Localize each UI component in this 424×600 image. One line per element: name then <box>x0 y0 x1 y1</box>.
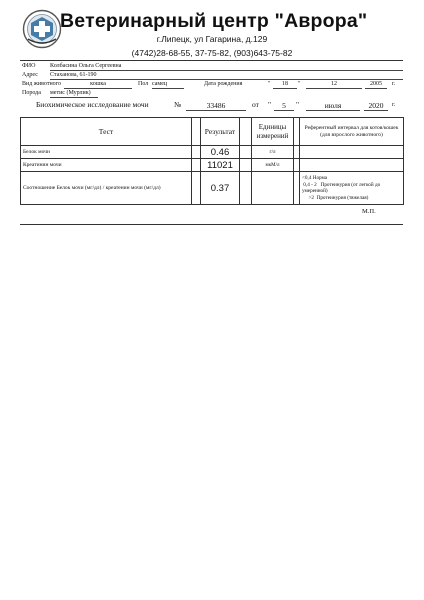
reference-line: 0,4 - 2 Протеинурия (от легкой до умеренной) <box>302 181 382 194</box>
dob-year: 2005 <box>370 81 382 87</box>
analysis-from: от <box>252 100 259 109</box>
row-spacer <box>240 159 252 172</box>
dob-day-field <box>273 80 297 89</box>
dob-month: 12 <box>331 81 337 87</box>
row-reference <box>300 172 404 205</box>
reference-line: >2 Протеинурия (тяжелая) <box>302 194 369 201</box>
row-spacer <box>240 146 252 159</box>
analysis-number-field <box>186 101 246 111</box>
analysis-title: Биохимическое исследование мочи <box>36 100 149 109</box>
table-row <box>21 146 404 159</box>
row-spacer <box>192 146 201 159</box>
analysis-day: 5 <box>282 101 286 110</box>
analysis-number: 33486 <box>206 101 226 110</box>
species-value: кошка <box>90 81 106 87</box>
stamp-label: М.П. <box>362 208 376 215</box>
header-divider <box>20 60 403 61</box>
row-unit: мкМ/л <box>252 159 294 172</box>
breed-value: метис (Мурлик) <box>50 90 91 96</box>
header-spacer-1 <box>192 118 201 146</box>
row-result: 0.37 <box>201 172 240 205</box>
dob-month-field <box>306 80 362 89</box>
analysis-day-field <box>274 101 294 111</box>
dob-year-field <box>365 80 387 89</box>
clinic-phones: (4742)28-68-55, 37-75-82, (903)643-75-82 <box>131 48 293 58</box>
address-label: Адрес <box>22 72 38 78</box>
row-unit <box>252 172 294 205</box>
analysis-quote-open: " <box>268 100 272 109</box>
results-table <box>20 117 404 205</box>
owner-label: ФИО <box>22 63 36 69</box>
footer-divider <box>20 224 403 225</box>
species-label: Вид животного <box>22 81 61 87</box>
header-spacer-2 <box>240 118 252 146</box>
row-unit: г/л <box>252 146 294 159</box>
dob-quote-open: " <box>268 81 271 87</box>
analysis-number-sign: № <box>174 100 182 109</box>
analysis-month: июля <box>324 101 342 110</box>
row-test: Креатинин мочи <box>21 159 192 172</box>
row-spacer <box>192 159 201 172</box>
dob-label: Дата рождения <box>204 81 243 87</box>
dob-suffix: г. <box>392 81 396 87</box>
analysis-month-field <box>306 101 360 111</box>
clinic-address: г.Липецк, ул Гагарина, д.129 <box>156 34 268 44</box>
table-row <box>21 159 404 172</box>
row-reference <box>300 159 404 172</box>
clinic-title: Ветеринарный центр "Аврора" <box>60 10 368 32</box>
owner-field <box>50 62 403 71</box>
owner-value: Колбасина Ольга Сергеевна <box>50 63 122 69</box>
row-result: 0.46 <box>201 146 240 159</box>
sex-label: Пол <box>138 81 149 87</box>
header-result: Результат <box>201 118 240 146</box>
dob-quote-close: " <box>298 81 301 87</box>
sex-field <box>152 80 184 89</box>
reference-line: <0,4 Норма <box>302 175 328 181</box>
dob-day: 18 <box>282 81 288 87</box>
analysis-year: 2020 <box>368 101 384 110</box>
row-spacer <box>240 172 252 205</box>
header-reference: Референтный интервал для котов/кошек (для взрослого животного) <box>300 118 404 146</box>
row-spacer <box>192 172 201 205</box>
header-test: Тест <box>21 118 192 146</box>
breed-field <box>50 89 98 98</box>
table-row <box>21 172 404 205</box>
analysis-quote-close: " <box>296 100 300 109</box>
row-reference <box>300 146 404 159</box>
table-header-row <box>21 118 404 146</box>
species-field <box>64 80 132 89</box>
analysis-year-field <box>364 101 388 111</box>
row-result: 11021 <box>201 159 240 172</box>
row-test: Белок мочи <box>21 146 192 159</box>
breed-label: Порода <box>22 90 41 96</box>
address-field <box>50 71 403 80</box>
analysis-year-suffix: г. <box>392 102 396 108</box>
header-unit: Единицы измерений <box>252 118 294 146</box>
row-test: Соотношение Белок мочи (мг/дл) / креатенин мочи (мг/дл) <box>21 172 192 205</box>
address-value: Стаханова, 61-190 <box>50 72 97 78</box>
sex-value: самец <box>152 81 168 87</box>
